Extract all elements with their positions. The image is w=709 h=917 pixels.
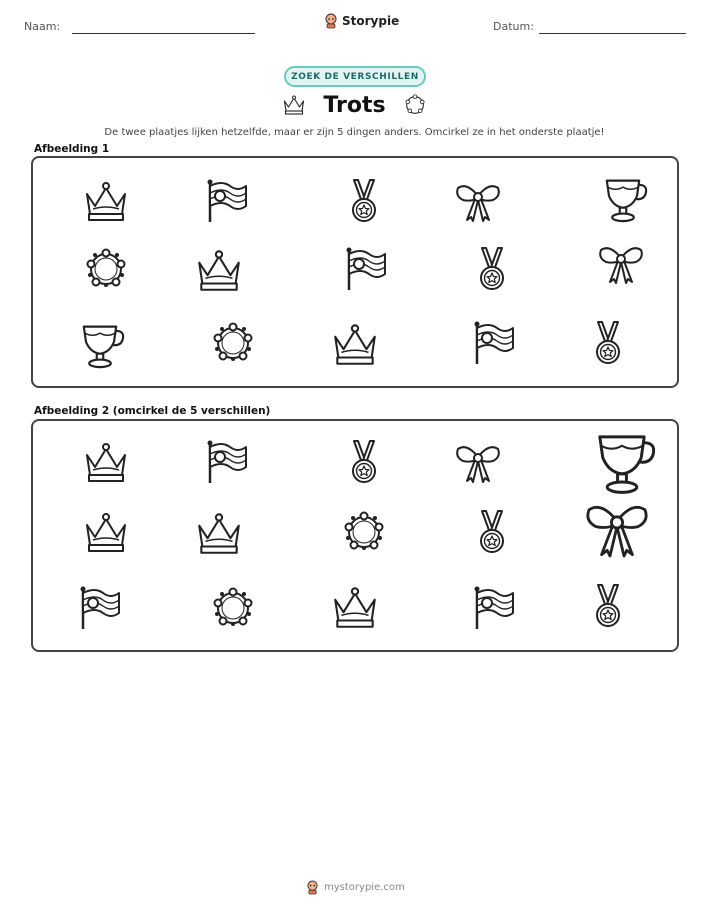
crown-icon [281, 94, 307, 116]
crown-icon[interactable] [329, 318, 381, 374]
picture2-panel[interactable] [31, 419, 679, 652]
brand-name: Storypie [342, 14, 400, 28]
title-row [0, 92, 709, 118]
mascot-icon [324, 13, 338, 29]
trophy-cup-icon[interactable] [73, 318, 127, 376]
picture1-panel[interactable] [31, 156, 679, 388]
crown-icon[interactable] [193, 507, 245, 563]
crown-icon[interactable] [329, 581, 381, 637]
flag-icon[interactable] [467, 583, 517, 637]
date-label: Datum: [493, 20, 534, 33]
storypie-logo [324, 13, 399, 29]
wreath-icon[interactable] [339, 507, 389, 561]
trophy-cup-icon[interactable] [596, 172, 650, 230]
category-badge: ZOEK DE VERSCHILLEN [284, 66, 426, 87]
page-title: Trots [323, 92, 386, 118]
wreath-icon[interactable] [208, 583, 258, 637]
medal-icon[interactable] [467, 507, 517, 561]
flag-icon[interactable] [200, 176, 250, 230]
medal-icon[interactable] [339, 176, 389, 230]
crown-icon[interactable] [81, 437, 131, 491]
medal-icon[interactable] [583, 581, 633, 635]
bow-icon[interactable] [582, 493, 652, 567]
wreath-icon[interactable] [81, 244, 131, 298]
footer [306, 880, 405, 895]
flag-icon[interactable] [467, 318, 517, 372]
medal-icon[interactable] [467, 244, 517, 298]
mascot-icon [306, 880, 319, 895]
wreath-icon [402, 92, 428, 118]
bow-icon[interactable] [453, 176, 503, 230]
medal-icon[interactable] [583, 318, 633, 372]
bow-icon[interactable] [596, 238, 646, 292]
flag-icon[interactable] [339, 244, 389, 298]
wreath-icon[interactable] [208, 318, 258, 372]
name-label: Naam: [24, 20, 61, 33]
name-line[interactable] [72, 33, 255, 34]
instructions: De twee plaatjes lijken hetzelfde, maar er zijn 5 dingen anders. Omcirkel ze in het onderste plaatje! [104, 127, 605, 138]
crown-icon[interactable] [81, 176, 131, 230]
date-line[interactable] [539, 33, 686, 34]
picture1-label: Afbeelding 1 [34, 143, 110, 155]
trophy-cup-icon[interactable] [585, 425, 659, 503]
bow-icon[interactable] [453, 437, 503, 491]
medal-icon[interactable] [339, 437, 389, 491]
crown-icon[interactable] [81, 507, 131, 561]
crown-icon[interactable] [193, 244, 245, 300]
flag-icon[interactable] [200, 437, 250, 491]
footer-url: mystorypie.com [324, 882, 405, 893]
picture2-label: Afbeelding 2 (omcirkel de 5 verschillen) [34, 405, 271, 417]
flag-icon[interactable] [73, 583, 123, 637]
